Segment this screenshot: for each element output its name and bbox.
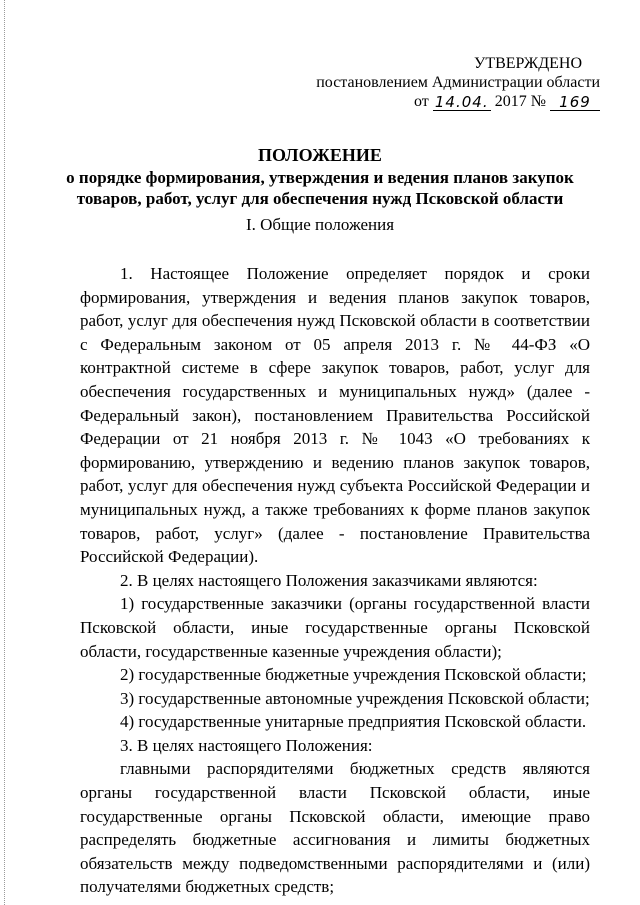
paragraph: 4) государственные унитарные предприятия Псковской области. (120, 712, 587, 732)
paragraph: 3) государственные автономные учреждения Псковской области; (120, 688, 590, 708)
approved-label: УТВЕРЖДЕНО (473, 55, 582, 72)
paragraph: 2) государственные бюджетные учреждения Псковской области; (120, 665, 587, 685)
paragraph: 1. Настоящее Положение определяет порядок и сроки формирования, утверждения и ведения планов закупок товаров, работ, услуг для обеспечения нужд Псковской области в соответствии с Федеральным законом от 05 апреля 2013 г. № 44-ФЗ «О контрактной системе в сфере закупок товаров, работ, услуг для обеспечения государственных и муниципальных нужд» (далее - Федеральный закон), постановлением Правительства Российской Федерации от 21 ноября 2013 г. № 1043 «О требованиях к формированию, утверждению и ведению планов закупок товаров, работ, услуг для обеспечения нужд субъекта Российской Федерации и муниципальных нужд, а также требованиях к форме планов закупок товаров, работ, услуг» (далее - постановление Правительства Российской Федерации). (80, 264, 590, 567)
from-label: от (413, 93, 429, 110)
title-line-2: товаров, работ, услуг для обеспечения нужд Псковской области (76, 189, 564, 208)
approval-stamp (300, 54, 600, 111)
paragraph: главными распорядителями бюджетных средств являются органы государственной власти Псковской области, иные государственные органы Псковской области, имеющие право распределять бюджетные ассигнования и лимиты бюджетных обязательств между подведомственными распорядителями и (или) получателями бюджетных средств; (80, 759, 590, 897)
title-main: ПОЛОЖЕНИЕ (258, 145, 382, 165)
year-label: 2017 № (494, 93, 546, 110)
handwritten-number: 169 (550, 94, 600, 111)
paragraph: 1) государственные заказчики (органы государственной власти Псковской области, иные государственные органы Псковской области, государственные казенные учреждения области); (80, 594, 590, 661)
scan-edge (4, 0, 6, 905)
handwritten-date: 14.04. (433, 94, 491, 111)
title-line-1: о порядке формирования, утверждения и ведения планов закупок (66, 168, 574, 187)
paragraph: 2. В целях настоящего Положения заказчиками являются: (120, 570, 538, 590)
document-body (80, 262, 590, 899)
approved-by: постановлением Администрации области (316, 74, 600, 91)
section-heading: I. Общие положения (245, 215, 395, 234)
document-title (60, 145, 580, 209)
paragraph: 3. В целях настоящего Положения: (120, 735, 373, 755)
approval-dateline (300, 92, 600, 111)
